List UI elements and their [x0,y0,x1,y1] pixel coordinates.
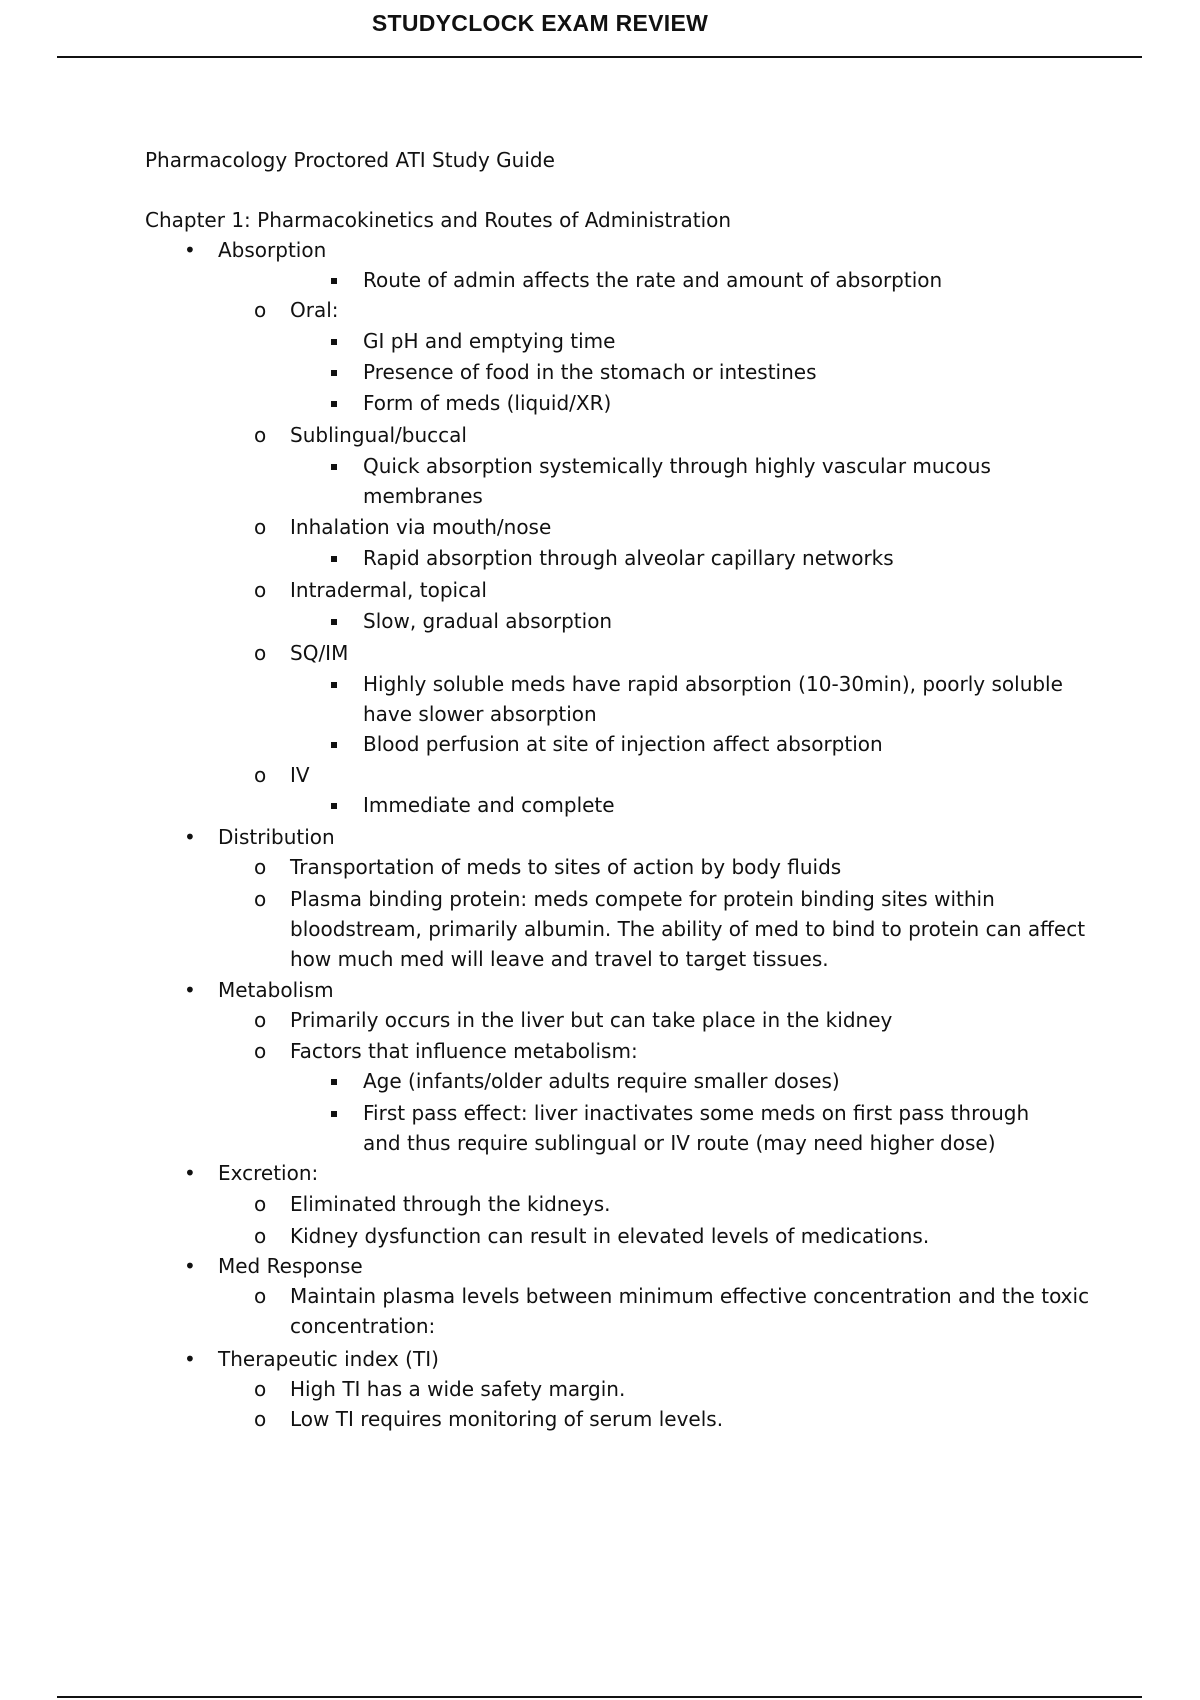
list-item: Blood perfusion at site of injection affect absorption [363,732,883,756]
bullet-circle-icon: o [254,641,267,665]
subsection-intradermal: Intradermal, topical [290,578,487,602]
section-med-response: Med Response [218,1254,363,1278]
bullet-circle-icon: o [254,763,267,787]
bullet-square-icon [331,339,337,345]
list-item: Kidney dysfunction can result in elevated levels of medications. [290,1224,930,1248]
list-item: Rapid absorption through alveolar capillary networks [363,546,894,570]
subsection-sqim: SQ/IM [290,641,349,665]
list-item: Maintain plasma levels between minimum effective concentration and the toxic concentration: [290,1284,1090,1338]
list-item: Factors that influence metabolism: [290,1039,638,1063]
header-divider [57,56,1142,58]
subsection-iv: IV [290,763,310,787]
bullet-circle-icon: o [254,1224,267,1248]
list-item: Age (infants/older adults require smaller doses) [363,1069,840,1093]
list-item: Plasma binding protein: meds compete for protein binding sites within bloodstream, primarily albumin. The ability of med to bind to protein can affect how much med will leave and travel to target tissues. [290,887,1086,971]
page-header-title: STUDYCLOCK EXAM REVIEW [371,10,709,36]
bullet-square-icon [331,803,337,809]
list-item: Form of meds (liquid/XR) [363,391,612,415]
bullet-disc-icon: • [184,978,196,1002]
bullet-circle-icon: o [254,1377,267,1401]
list-item: First pass effect: liver inactivates some meds on first pass through and thus require sublingual or IV route (may need higher dose) [363,1101,1030,1155]
bullet-circle-icon: o [254,1407,267,1431]
list-item: Presence of food in the stomach or intestines [363,360,817,384]
bullet-circle-icon: o [254,1039,267,1063]
list-item: Slow, gradual absorption [363,609,613,633]
list-item: Highly soluble meds have rapid absorption (10-30min), poorly soluble have slower absorption [363,672,1063,726]
bullet-circle-icon: o [254,423,267,447]
section-therapeutic-index: Therapeutic index (TI) [218,1347,439,1371]
bullet-disc-icon: • [184,1254,196,1278]
list-item: Eliminated through the kidneys. [290,1192,611,1216]
section-distribution: Distribution [218,825,335,849]
bullet-square-icon [331,464,337,470]
bullet-circle-icon: o [254,578,267,602]
bullet-circle-icon: o [254,515,267,539]
bullet-square-icon [331,1079,337,1085]
bullet-circle-icon: o [254,1284,267,1308]
bullet-disc-icon: • [184,238,196,262]
bullet-disc-icon: • [184,1161,196,1185]
list-item: High TI has a wide safety margin. [290,1377,626,1401]
list-item: Quick absorption systemically through highly vascular mucous membranes [363,454,991,508]
bullet-circle-icon: o [254,887,267,911]
bullet-square-icon [331,556,337,562]
bullet-circle-icon: o [254,298,267,322]
chapter-heading: Chapter 1: Pharmacokinetics and Routes of Administration [145,208,732,232]
bullet-square-icon [331,682,337,688]
footer-divider [57,1696,1142,1698]
bullet-disc-icon: • [184,1347,196,1371]
subsection-sublingual: Sublingual/buccal [290,423,467,447]
list-item: Transportation of meds to sites of action by body fluids [290,855,842,879]
bullet-circle-icon: o [254,1008,267,1032]
bullet-square-icon [331,619,337,625]
list-item: Low TI requires monitoring of serum levels. [290,1407,724,1431]
section-excretion: Excretion: [218,1161,319,1185]
section-metabolism: Metabolism [218,978,334,1002]
bullet-square-icon [331,401,337,407]
list-item: GI pH and emptying time [363,329,616,353]
section-absorption: Absorption [218,238,327,262]
bullet-disc-icon: • [184,825,196,849]
list-item: Primarily occurs in the liver but can take place in the kidney [290,1008,893,1032]
bullet-square-icon [331,742,337,748]
subsection-inhalation: Inhalation via mouth/nose [290,515,552,539]
bullet-circle-icon: o [254,855,267,879]
subsection-oral: Oral: [290,298,339,322]
bullet-square-icon [331,1111,337,1117]
document-title: Pharmacology Proctored ATI Study Guide [145,148,555,172]
bullet-circle-icon: o [254,1192,267,1216]
list-item: Immediate and complete [363,793,615,817]
bullet-square-icon [331,278,337,284]
bullet-square-icon [331,370,337,376]
list-item: Route of admin affects the rate and amount of absorption [363,268,943,292]
